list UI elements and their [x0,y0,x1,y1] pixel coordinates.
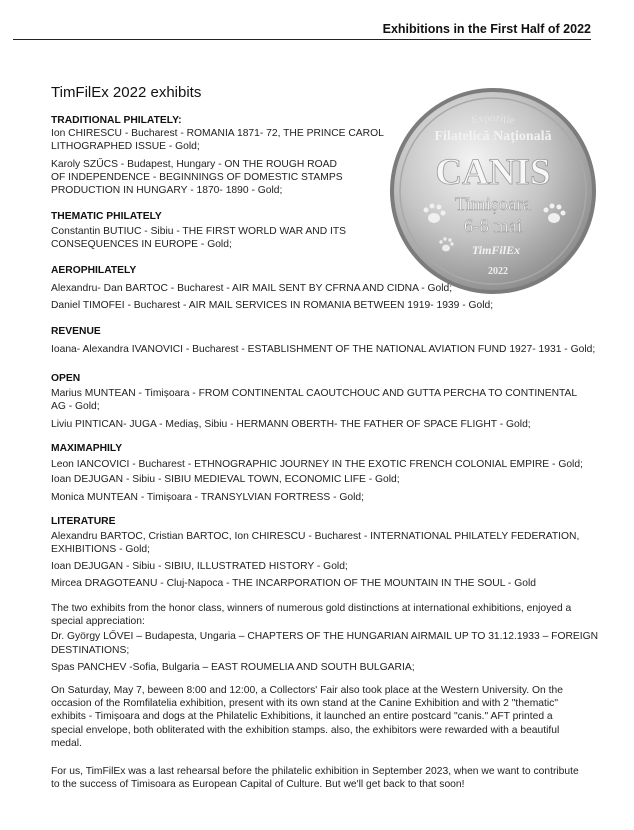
entry-line: OF INDEPENDENCE - BEGINNINGS OF DOMESTIC STAMPS [51,171,343,183]
heading-thematic: THEMATIC PHILATELY [51,211,162,222]
entry-line: Mircea DRAGOTEANU - Cluj-Napoca - THE INCARPORATION OF THE MOUNTAIN IN THE SOUL - Gold [51,577,536,589]
paragraph-line: DESTINATIONS; [51,644,130,656]
heading-revenue: REVENUE [51,326,101,337]
entry-line: LITHOGRAPHED ISSUE - Gold; [51,141,200,153]
paragraph-line: special appreciation: [51,616,145,628]
paragraph-honor-class [51,602,598,674]
entry-line: Monica MUNTEAN - Timișoara - TRANSYLVIAN FORTRESS - Gold; [51,491,364,503]
entry-line: EXHIBITIONS - Gold; [51,544,150,556]
paragraph-line: occasion of the Romfilatelia exhibition, present with its own stand at the Canine Exhibition and with 2 "thematic" [51,698,558,710]
entry-line: Marius MUNTEAN - Timișoara - FROM CONTINENTAL CAOUTCHOUC AND GUTTA PERCHA TO CONTINENTAL [51,388,578,400]
medal-brand: TimFilEx [471,243,521,257]
paragraph-line: special envelope, both obliterated with the exhibition stamps. also, the exhibitors were rewarded with a beautiful [51,724,560,736]
section-traditional [51,114,384,197]
section-aerophilately [51,264,493,313]
medal-top-line1: Expoziție [470,111,517,127]
entry-line: Karoly SZŰCS - Budapest, Hungary - ON THE ROUGH ROAD [51,158,337,170]
paragraph-line: For us, TimFilEx was a last rehearsal before the philatelic exhibition in September 2023, when we want to contribute [51,766,579,777]
entry-line: Alexandru- Dan BARTOC - Bucharest - AIR MAIL SENT BY CFRNA AND CIDNA - Gold; [51,283,453,295]
section-revenue [51,325,595,356]
heading-traditional: TRADITIONAL PHILATELY: [51,115,182,126]
entry-line: Ioana- Alexandra IVANOVICI - Bucharest - ESTABLISHMENT OF THE NATIONAL AVIATION FUND 1927- 1931 - Gold; [51,344,596,356]
paragraph-line: medal. [51,737,82,749]
paragraph-line: Spas PANCHEV -Sofia, Bulgaria – EAST ROUMELIA AND SOUTH BULGARIA; [51,661,415,673]
section-thematic [51,210,346,252]
page-title: TimFilEx 2022 exhibits [51,84,202,101]
paragraph-line: The two exhibits from the honor class, winners of numerous gold distinctions at international exhibitions, enjoyed a [51,603,572,614]
heading-literature: LITERATURE [51,516,116,527]
running-title: Exhibitions in the First Half of 2022 [382,22,591,36]
entry-line: Constantin BUTIUC - Sibiu - THE FIRST WORLD WAR AND ITS [51,226,347,238]
medal-city: Timișoara [454,194,532,215]
entry-line: Daniel TIMOFEI - Bucharest - AIR MAIL SERVICES IN ROMANIA BETWEEN 1919- 1939 - Gold; [51,300,494,312]
medal-year: 2022 [488,266,508,277]
paragraph-line: On Saturday, May 7, beween 8:00 and 12:00, a Collectors' Fair also took place at the Western University. On the [51,685,563,696]
paragraph-line: Dr. György LŐVEI – Budapesta, Ungaria – CHAPTERS OF THE HUNGARIAN AIRMAIL UP TO 31.12.1933 – FOREIGN [51,631,599,643]
paragraph-closing [51,765,579,791]
paragraph-line: exhibits - Timișoara and dogs at the Philatelic Exhibitions, it launched an entire postcard "canis." AFT printed a [51,711,553,723]
section-literature [51,515,579,590]
paragraph-line: to the success of Timisoara as European Capital of Culture. But we'll get back to that soon! [51,779,465,791]
heading-maximaphily: MAXIMAPHILY [51,443,123,454]
heading-open: OPEN [51,373,81,384]
entry-line: Ion CHIRESCU - Bucharest - ROMANIA 1871- 72, THE PRINCE CAROL [51,128,384,140]
entry-line: Liviu PINTICAN- JUGA - Mediaș, Sibiu - HERMANN OBERTH- THE FATHER OF SPACE FLIGHT - Gold; [51,418,531,430]
paragraph-collectors-fair [51,684,563,750]
entry-line: Alexandru BARTOC, Cristian BARTOC, Ion CHIRESCU - Bucharest - INTERNATIONAL PHILATELY FEDERATION, [51,531,580,543]
entry-line: CONSEQUENCES IN EUROPE - Gold; [51,239,232,251]
medal-name: CANIS [435,152,551,193]
heading-aerophilately: AEROPHILATELY [51,265,137,276]
entry-line: Leon IANCOVICI - Bucharest - ETHNOGRAPHIC JOURNEY IN THE EXOTIC FRENCH COLONIAL EMPIRE - Gold; [51,459,583,471]
entry-line: PRODUCTION IN HUNGARY - 1870- 1890 - Gold; [51,185,283,197]
medal-dates: 6-8 mai [463,216,523,237]
header-rule [13,39,591,40]
section-maximaphily [51,442,583,504]
entry-line: Ioan DEJUGAN - Sibiu - SIBIU MEDIEVAL TOWN, ECONOMIC LIFE - Gold; [51,474,400,486]
medal-top-line2: Filatelică Națională [434,129,552,144]
entry-line: AG - Gold; [51,401,100,413]
entry-line: Ioan DEJUGAN - Sibiu - SIBIU, ILLUSTRATED HISTORY - Gold; [51,560,348,572]
section-open [51,372,577,431]
